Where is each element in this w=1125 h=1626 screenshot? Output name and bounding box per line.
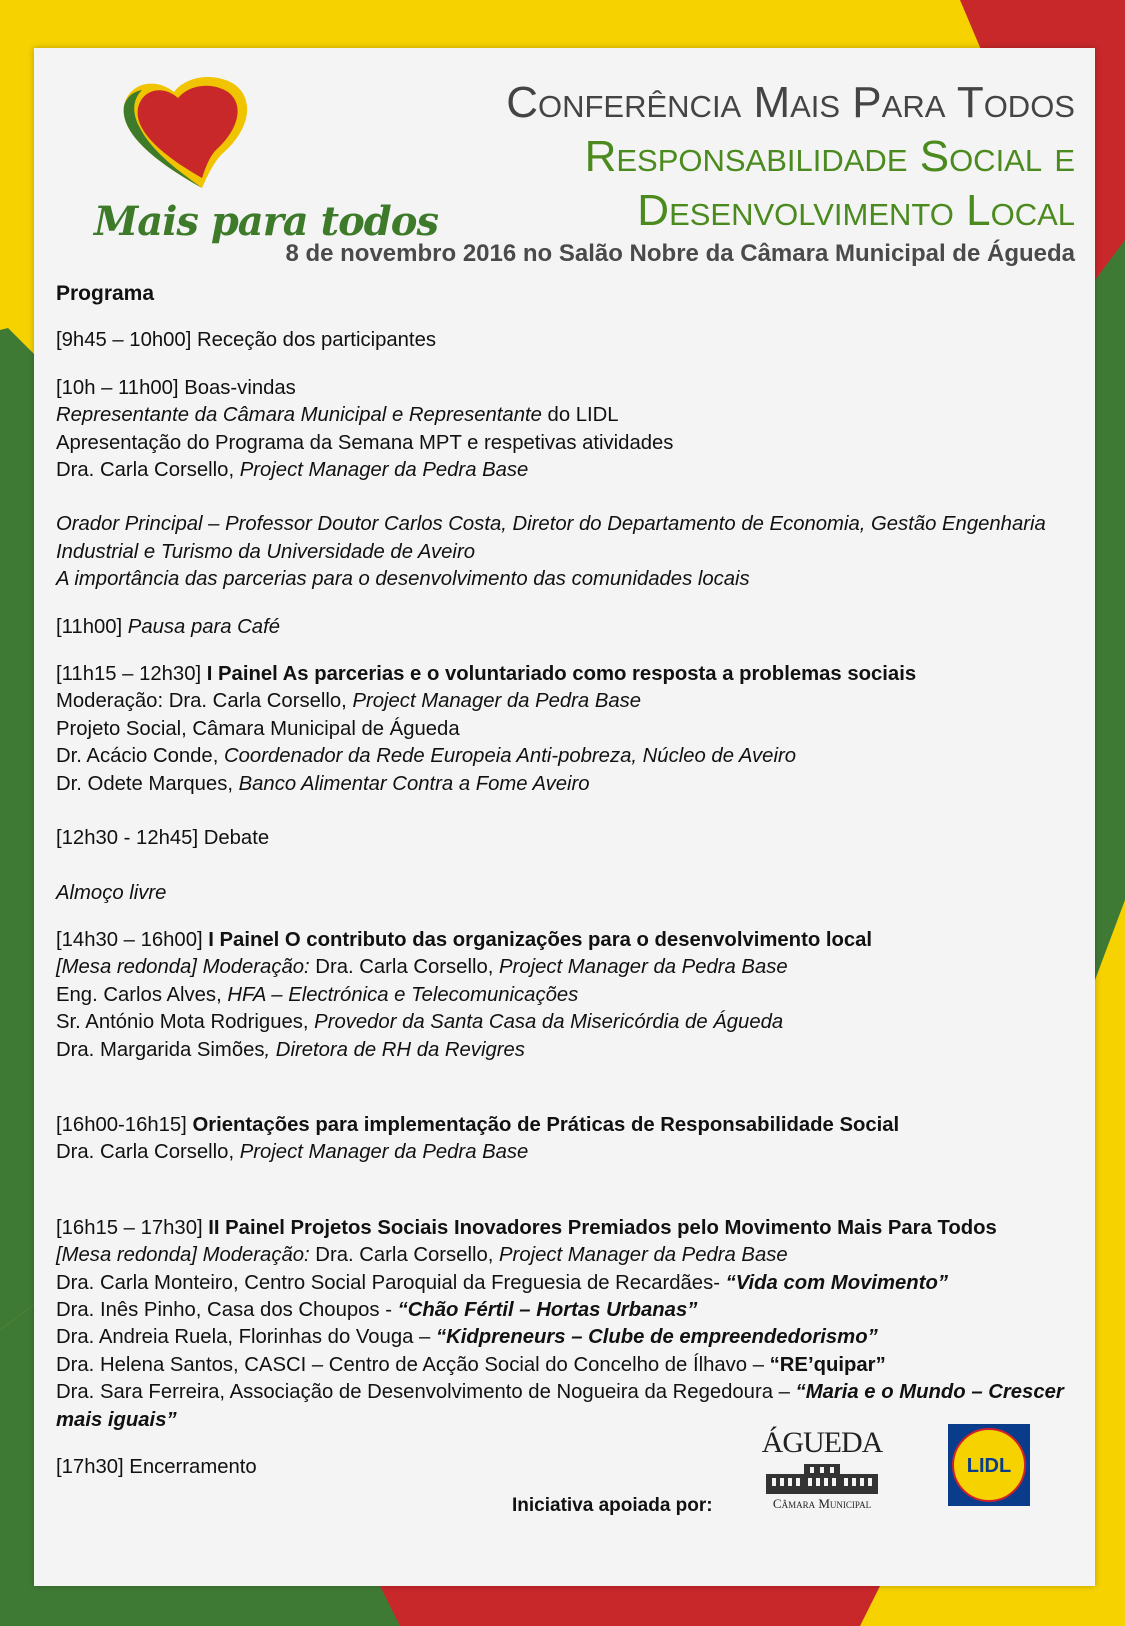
session-reception: [9h45 – 10h00] Receção dos participantes [56,329,436,352]
logo-text: Mais para todos [94,198,438,245]
program-heading: Programa [56,282,155,305]
heart-icon [62,70,322,200]
conference-title: Conferência Mais Para Todos [506,78,1075,127]
session-closing: [17h30] Encerramento [56,1456,257,1478]
session-coffee-break: [11h00] Pausa para Café [56,615,281,638]
mais-para-todos-logo [62,70,438,245]
conference-subtitle-line1: Responsabilidade Social e [584,132,1075,181]
agueda-logo-subtitle: Câmara Municipal [772,1496,872,1511]
session-panel-3: [16h15 – 17h30] II Painel Projetos Sociais Inovadores Premiados pelo Movimento Mais Para Todos [Mesa redonda] Moderação: Dra. Carla Corsello, Project Manager da Pedra Base Dra. Carla Monteiro, Centro Social Paroquial da Freguesia de Recardães- “Vida com Movimento” Dra. Inês Pinho, Casa dos Choupos - “Chão Fértil – Hortas Urbanas” Dra. Andreia Ruela, Florinhas do Vouga – “Kidpreneurs – Clube de empreendedorismo” Dra. Helena Santos, CASCI – Centro de Acção Social do Concelho de Ílhavo – “RE’quipar” Dra. Sara Ferreira, Associação de Desenvolvimento de Nogueira da Regedoura – “Maria e o Mundo – Crescer mais iguais” [56,1216,1064,1431]
session-lunch: Almoço livre [56,881,167,904]
session-debate: [12h30 - 12h45] Debate [56,827,270,850]
supported-by-label: Iniciativa apoiada por: [512,1495,713,1516]
session-keynote: Orador Principal – Professor Doutor Carlos Costa, Diretor do Departamento de Economia, Gestão Engenharia Industrial e Turismo da Universidade de Aveiro A importância das parcerias para o desenvolvimento das comunidades locais [56,513,1046,591]
agueda-municipality-logo [752,1426,892,1516]
session-panel-1: [11h15 – 12h30] I Painel As parcerias e o voluntariado como resposta a problemas sociais Moderação: Dra. Carla Corsello, Project Manager da Pedra Base Projeto Social, Câmara Municipal de Águeda Dr. Acácio Conde, Coordenador da Rede Europeia Anti-pobreza, Núcleo de Aveiro Dr. Odete Marques, Banco Alimentar Contra a Fome Aveiro [56,663,917,795]
lidl-logo-text: LIDL [966,1455,1012,1477]
program-list [56,280,1076,1501]
agueda-logo-name: ÁGUEDA [761,1426,883,1459]
conference-subtitle-line2: Desenvolvimento Local [637,186,1075,235]
program-sheet [34,48,1095,1586]
session-guidelines: [16h00-16h15] Orientações para implementação de Práticas de Responsabilidade Social Dra. Carla Corsello, Project Manager da Pedra Base [56,1113,900,1164]
session-panel-2: [14h30 – 16h00] I Painel O contributo das organizações para o desenvolvimento local [Mesa redonda] Moderação: Dra. Carla Corsello, Project Manager da Pedra Base Eng. Carlos Alves, HFA – Electrónica e Telecomunicações Sr. António Mota Rodrigues, Provedor da Santa Casa da Misericórdia de Águeda Dra. Margarida Simões, Diretora de RH da Revigres [56,928,873,1061]
lidl-logo [948,1424,1030,1506]
session-welcome: [10h – 11h00] Boas-vindas Representante da Câmara Municipal e Representante do LIDL Apresentação do Programa da Semana MPT e respetivas atividades Dra. Carla Corsello, Project Manager da Pedra Base [56,376,674,482]
town-hall-icon [764,1462,880,1496]
event-date-location: 8 de novembro 2016 no Salão Nobre da Câmara Municipal de Águeda [285,240,1075,267]
